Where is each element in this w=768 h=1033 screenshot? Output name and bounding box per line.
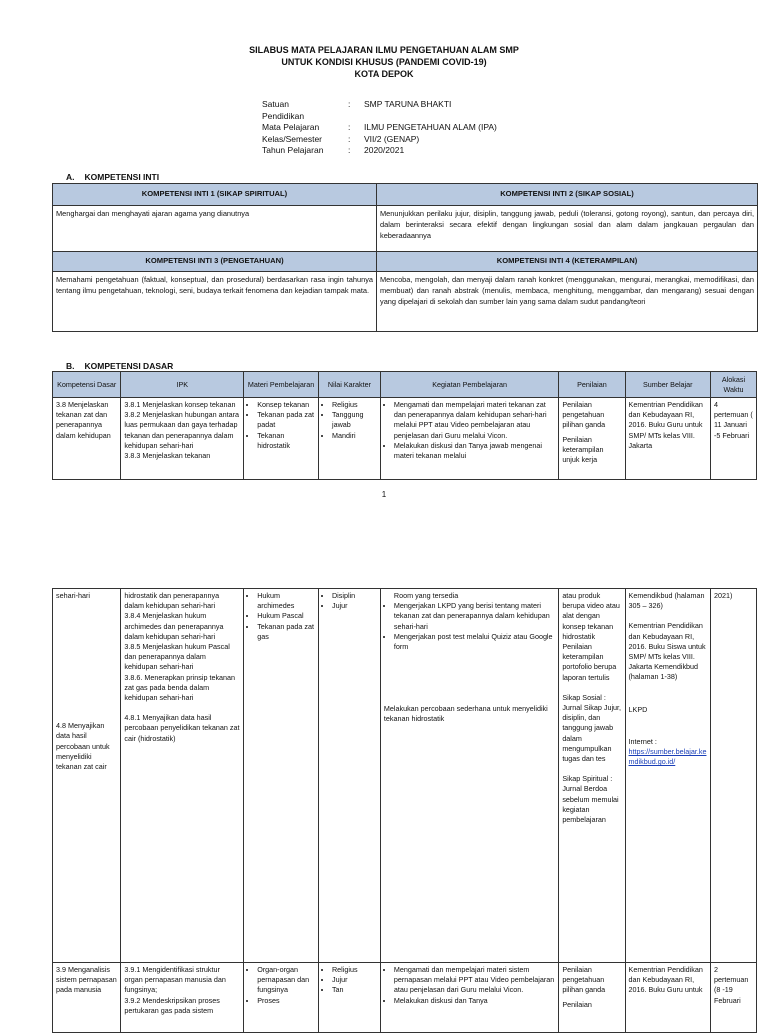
list-item: • Mandiri (332, 431, 377, 441)
list-item: • Mengerjakan LKPD yang berisi tentang materi tekanan zat dan penerapannya dalam kehidupan sehari-hari (394, 601, 555, 632)
kompetensi-dasar-table (52, 371, 757, 480)
section-b-heading (66, 361, 183, 371)
kegiatan-text: Melakukan percobaan sederhana untuk menyelidiki tekanan hidrostatik (383, 704, 548, 724)
syllabus-title-line2: UNTUK KONDISI KHUSUS (PANDEMI COVID-19) (281, 57, 487, 67)
ipk-item: 3.9.1 Mengidentifikasi struktur organ pernapasan manusia dan fungsinya; (124, 965, 226, 995)
penilaian-item: Penilaian keterampilan unjuk kerja (562, 434, 604, 465)
ipk-item: 4.8.1 Menyajikan data hasil percobaan penyelidikan tekanan zat cair (hidrostatik) (124, 713, 240, 743)
materi-cell (244, 963, 319, 1033)
identity-row (262, 145, 497, 157)
kegiatan-cell (380, 589, 558, 963)
ipk-item: hidrostatik dan penerapannya dalam kehidupan sehari-hari (124, 591, 220, 611)
identity-sep: : (348, 99, 351, 109)
ki2-header: KOMPETENSI INTI 2 (SIKAP SOSIAL) (377, 184, 758, 206)
sumber-cell: Kementrian Pendidikan dan Kebudayaan RI, 2016. Buku Guru untuk (625, 963, 710, 1033)
identity-row (262, 111, 497, 123)
identity-value: VII/2 (GENAP) (364, 133, 420, 144)
syllabus-title-line1: SILABUS MATA PELAJARAN ILMU PENGETAHUAN ALAM SMP (249, 45, 519, 55)
kd-cell: 3.9 Menganalisis sistem pernapasan pada manusia (53, 963, 121, 1033)
list-item: • Tanggung jawab (332, 410, 377, 430)
identity-label: Kelas/Semester (262, 133, 322, 144)
sumber-item: Kemendikbud (halaman 305 – 326) (628, 591, 705, 611)
nilai-cell (318, 963, 380, 1033)
identity-label: Mata Pelajaran (262, 122, 320, 132)
identity-label: Pendidikan (262, 110, 305, 121)
ki1-text: Menghargai dan menghayati ajaran agama yang dianutnya (53, 206, 377, 252)
nilai-cell (318, 589, 380, 963)
kegiatan-text: Room yang tersedia (393, 591, 459, 600)
identity-block (262, 99, 497, 157)
ipk-item: 3.8.4 Menjelaskan hukum archimedes dan penerapannya dalam kehidupan sehari-hari (124, 611, 224, 641)
identity-value: SMP TARUNA BHAKTI (364, 99, 452, 109)
ki1-header: KOMPETENSI INTI 1 (SIKAP SPIRITUAL) (53, 184, 377, 206)
list-item: • Hukum Pascal (257, 611, 315, 621)
ipk-item: 3.8.2 Menjelaskan hubungan antara luas permukaan dan gaya terhadap tekanan dan penerapannya dalam kehidupan sehari-hari (124, 410, 240, 450)
list-item: • Tekanan pada zat padat (257, 410, 315, 430)
materi-cell (244, 398, 319, 480)
penilaian-item: atau produk berupa video atau alat dengan konsep tekanan hidrostatik Penilaian keterampilan portofolio berupa laporan tertulis (562, 591, 620, 682)
list-item: • Hukum archimedes (257, 591, 315, 611)
list-item: • Disiplin (332, 591, 377, 601)
section-title: KOMPETENSI INTI (84, 172, 160, 182)
list-item: • Proses (257, 996, 315, 1006)
list-item: • Religius (332, 965, 377, 975)
ipk-item: 3.9.2 Mendeskripsikan proses pertukaran gas pada sistem (124, 995, 220, 1015)
penilaian-cell (559, 398, 625, 480)
ipk-cell (121, 589, 244, 963)
penilaian-item: Sikap Sosial : Jurnal Sikap Jujur, disiplin, dan tanggung jawab dalam mengumpulkan tugas dan tes (562, 692, 622, 764)
col-alokasi: Alokasi Waktu (710, 372, 756, 398)
list-item: • Mengerjakan post test melalui Quiziz atau Google form (394, 632, 555, 652)
ipk-item: 3.8.3 Menjelaskan tekanan (124, 451, 211, 461)
list-item: • Konsep tekanan (257, 400, 315, 410)
ipk-item: 3.8.1 Menjelaskan konsep tekanan (124, 400, 236, 409)
ipk-cell (121, 398, 244, 480)
kompetensi-dasar-table-continued (52, 588, 757, 1033)
section-title: KOMPETENSI DASAR (84, 361, 174, 371)
kd-text: 4.8 Menyajikan data hasil percobaan untuk menyelidiki tekanan zat cair (56, 721, 110, 772)
penilaian-item: Penilaian pengetahuan pilihan ganda (562, 400, 606, 430)
alokasi-cell: 2 pertemuan (8 -19 Februari (710, 963, 756, 1033)
identity-row (262, 99, 497, 111)
list-item: • Melakukan diskusi dan Tanya jawab mengenai materi tekanan melalui (394, 441, 555, 461)
col-nilai: Nilai Karakter (318, 372, 380, 398)
ki2-text: Menunjukkan perilaku jujur, disiplin, tanggung jawab, peduli (toleransi, gotong royong), santun, dan percaya diri, dalam berinteraksi secara efektif dengan lingkungan sosial dan alam dalam jangkauan pergaulan dan keberadaannya (377, 206, 758, 252)
identity-label: Tahun Pelajaran (262, 145, 324, 155)
ki4-header: KOMPETENSI INTI 4 (KETERAMPILAN) (377, 252, 758, 272)
kd-text: sehari-hari (56, 591, 90, 600)
identity-sep: : (348, 122, 351, 132)
sumber-cell (625, 589, 710, 963)
materi-cell (244, 589, 319, 963)
kompetensi-inti-table (52, 183, 758, 332)
identity-sep: : (348, 133, 351, 144)
identity-row (262, 134, 497, 146)
identity-value: ILMU PENGETAHUAN ALAM (IPA) (364, 122, 497, 132)
sumber-cell: Kementrian Pendidikan dan Kebudayaan RI, 2016. Buku Guru untuk SMP/ MTs kelas VIII. Jakarta (625, 398, 710, 480)
col-kompetensi-dasar: Kompetensi Dasar (53, 372, 121, 398)
list-item: • Jujur (332, 975, 377, 985)
alokasi-cell: 2021) (710, 589, 756, 963)
col-sumber: Sumber Belajar (625, 372, 710, 398)
col-ipk: IPK (121, 372, 244, 398)
ipk-item: 3.8.5 Menjelaskan hukum Pascal dan penerapannya dalam kehidupan sehari-hari (124, 642, 230, 672)
ki4-text: Mencoba, mengolah, dan menyaji dalam ranah konkret (menggunakan, mengurai, merangkai, memodifikasi, dan membuat) dan ranah abstrak (menulis, membaca, menghitung, menggambar, dan mengarang) sesuai dengan yang dipelajari di sekolah dan sumber lain yang sama dalam sudut pandang/teori (377, 272, 758, 332)
sumber-item: Internet : (628, 736, 657, 746)
nilai-cell (318, 398, 380, 480)
identity-row (262, 122, 497, 134)
identity-label: Satuan (262, 99, 289, 109)
list-item: • Tan (332, 985, 377, 995)
list-item: • Organ-organ pernapasan dan fungsinya (257, 965, 315, 996)
sumber-item: LKPD (628, 704, 648, 714)
penilaian-item: Sikap Spiritual : Jurnal Berdoa sebelum memulai kegiatan pembelajaran (562, 774, 619, 825)
syllabus-title-line3: KOTA DEPOK (354, 69, 414, 79)
list-item: • Mengamati dan mempelajari materi sistem pernapasan melalui PPT atau Video pembelajaran atau penjelasan dari Guru melalui Vicon. (394, 965, 555, 996)
sumber-link[interactable]: https://sumber.belajar.kemdikbud.go.id/ (628, 747, 707, 767)
ki3-header: KOMPETENSI INTI 3 (PENGETAHUAN) (53, 252, 377, 272)
kd-cell: 3.8 Menjelaskan tekanan zat dan penerapannya dalam kehidupan (53, 398, 121, 480)
identity-value: 2020/2021 (364, 145, 405, 155)
sumber-item: Kementrian Pendidikan dan Kebudayaan RI, 2016. Buku Siswa untuk SMP/ MTs kelas VIII. Jakarta Kemendikbud (halaman 1-38) (628, 621, 706, 682)
penilaian-cell (559, 963, 625, 1033)
list-item: • Mengamati dan mempelajari materi tekanan zat dan penerapannya dalam kehidupan sehari-hari melalui PPT atau Video pembelajaran atau penjelasan dari Guru melalui Vicon. (394, 400, 555, 441)
kd-cell (53, 589, 121, 963)
penilaian-item: Penilaian pengetahuan pilihan ganda (562, 965, 606, 995)
ipk-item: 3.8.6. Menerapkan prinsip tekanan zat gas pada benda dalam kehidupan sehari-hari (124, 672, 236, 703)
list-item: • Religius (332, 400, 377, 410)
col-penilaian: Penilaian (559, 372, 625, 398)
penilaian-cell (559, 589, 625, 963)
table-row (53, 589, 757, 963)
section-letter: B. (66, 361, 75, 371)
list-item: • Melakukan diskusi dan Tanya (394, 996, 555, 1006)
kegiatan-cell (380, 398, 558, 480)
ki3-text: Memahami pengetahuan (faktual, konseptual, dan prosedural) berdasarkan rasa ingin tahunya tentang ilmu pengetahuan, teknologi, seni, budaya terkait fenomena dan kejadian tampak mata. (53, 272, 377, 332)
list-item: • Tekanan pada zat gas (257, 622, 315, 642)
col-kegiatan: Kegiatan Pembelajaran (380, 372, 558, 398)
page-number: 1 (381, 490, 387, 499)
alokasi-cell: 4 pertemuan ( 11 Januari -5 Februari (710, 398, 756, 480)
list-item: • Tekanan hidrostatik (257, 431, 315, 451)
table-row (53, 398, 757, 480)
table-row (53, 963, 757, 1033)
section-a-heading (66, 172, 169, 182)
penilaian-item: Penilaian (562, 999, 592, 1009)
identity-sep: : (348, 145, 351, 155)
ipk-cell (121, 963, 244, 1033)
kegiatan-cell (380, 963, 558, 1033)
col-materi: Materi Pembelajaran (244, 372, 319, 398)
list-item: • Jujur (332, 601, 377, 611)
section-letter: A. (66, 172, 75, 182)
identity-sep (348, 111, 364, 123)
